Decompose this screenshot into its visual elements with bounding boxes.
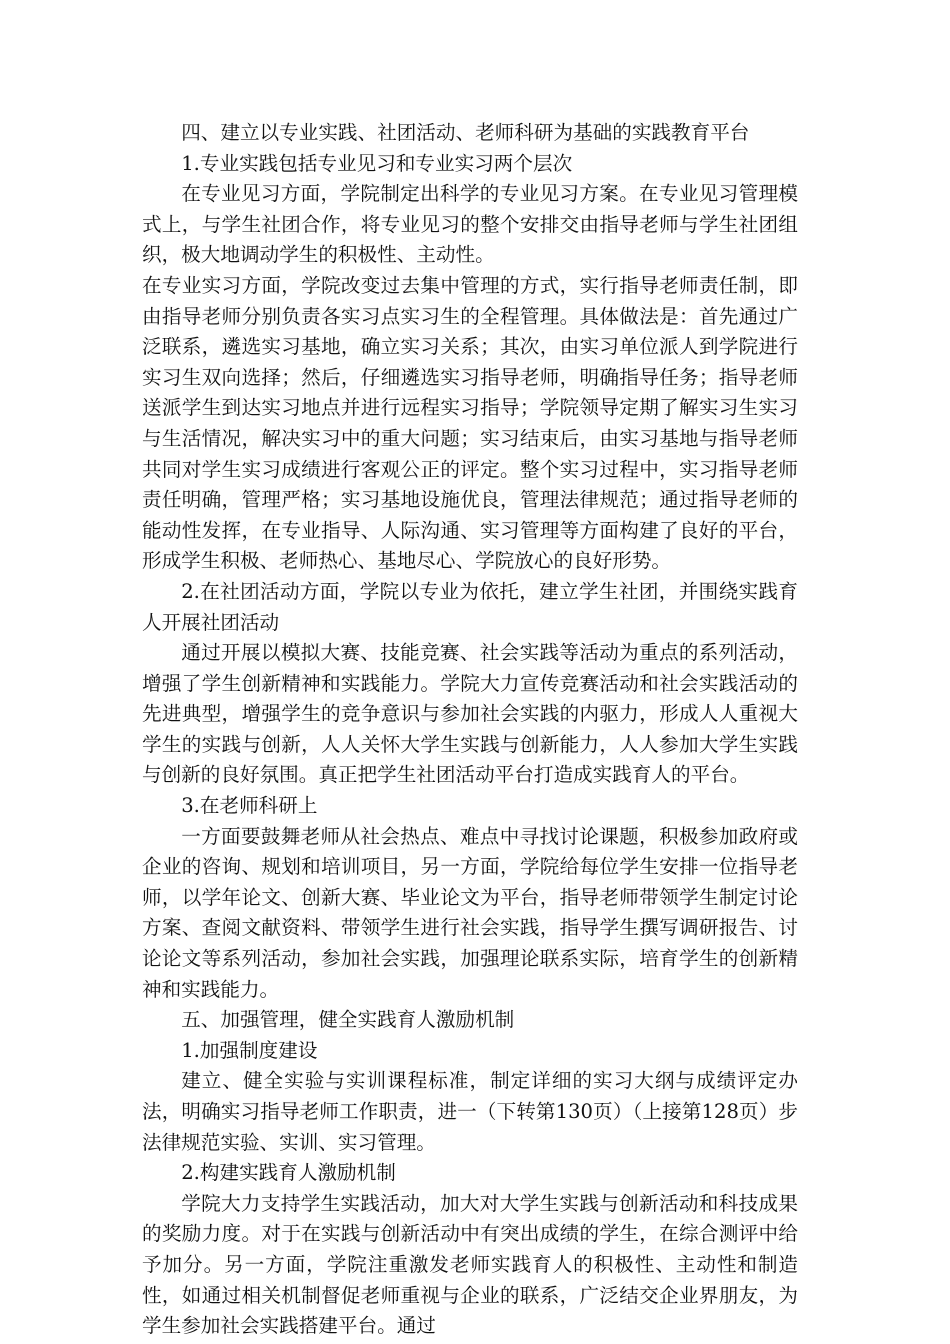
paragraph-club-activities: 通过开展以模拟大赛、技能竞赛、社会实践等活动为重点的系列活动，增强了学生创新精神和实践能力。学院大力宣传竞赛活动和社会实践活动的先进典型，增强学生的竞争意识与参加社会实践的内驱力，形成人人重视大学生的实践与创新，人人关怀大学生实践与创新能力，人人参加大学生实践与创新的良好氛围。真正把学生社团活动平台打造成实践育人的平台。 bbox=[142, 641, 798, 787]
subheading-club-activities: 2.在社团活动方面，学院以专业为依托，建立学生社团，并围绕实践育人开展社团活动 bbox=[142, 579, 798, 634]
paragraph-system-building: 建立、健全实验与实训课程标准，制定详细的实习大纲与成绩评定办法，明确实习指导老师工作职责，进一（下转第130页）（上接第128页）步法律规范实验、实训、实习管理。 bbox=[142, 1069, 798, 1154]
subheading-incentive-mechanism: 2.构建实践育人激励机制 bbox=[181, 1161, 396, 1185]
subheading-system-building: 1.加强制度建设 bbox=[181, 1038, 318, 1062]
paragraph-incentive-mechanism: 学院大力支持学生实践活动，加大对大学生实践与创新活动和科技成果的奖励力度。对于在实践与创新活动中有突出成绩的学生，在综合测评中给予加分。另一方面，学院注重激发老师实践育人的积极性、主动性和制造性，如通过相关机制督促老师重视与企业的联系，广泛结交企业界朋友，为学生参加社会实践搭建平台。通过 bbox=[142, 1191, 798, 1338]
paragraph-professional-internship: 在专业实习方面，学院改变过去集中管理的方式，实行指导老师责任制，即由指导老师分别负责各实习点实习生的全程管理。具体做法是：首先通过广泛联系，遴选实习基地，确立实习关系；其次，由实习单位派人到学院进行实习生双向选择；然后，仔细遴选实习指导老师，明确指导任务；指导老师送派学生到达实习地点并进行远程实习指导；学院领导定期了解实习生实习与生活情况，解决实习中的重大问题；实习结束后，由实习基地与指导老师共同对学生实习成绩进行客观公正的评定。整个实习过程中，实习指导老师责任明确，管理严格；实习基地设施优良，管理法律规范；通过指导老师的能动性发挥，在专业指导、人际沟通、实习管理等方面构建了良好的平台，形成学生积极、老师热心、基地尽心、学院放心的良好形势。 bbox=[142, 273, 798, 573]
subheading-professional-practice: 1.专业实践包括专业见习和专业实习两个层次 bbox=[181, 151, 573, 175]
document-body bbox=[142, 118, 798, 1342]
section-heading-five: 五、加强管理，健全实践育人激励机制 bbox=[181, 1008, 515, 1032]
section-heading-four: 四、建立以专业实践、社团活动、老师科研为基础的实践教育平台 bbox=[181, 121, 750, 144]
paragraph-teacher-research: 一方面要鼓舞老师从社会热点、难点中寻找讨论课题，积极参加政府或企业的咨询、规划和培训项目，另一方面，学院给每位学生安排一位指导老师，以学年论文、创新大赛、毕业论文为平台，指导老师带领学生制定讨论方案、查阅文献资料、带领学生进行社会实践，指导学生撰写调研报告、讨论论文等系列活动，参加社会实践，加强理论联系实际，培育学生的创新精神和实践能力。 bbox=[142, 824, 798, 1001]
subheading-teacher-research: 3.在老师科研上 bbox=[181, 794, 318, 818]
paragraph-professional-observation: 在专业见习方面，学院制定出科学的专业见习方案。在专业见习管理模式上，与学生社团合作，将专业见习的整个安排交由指导老师与学生社团组织，极大地调动学生的积极性、主动性。 bbox=[142, 182, 798, 267]
